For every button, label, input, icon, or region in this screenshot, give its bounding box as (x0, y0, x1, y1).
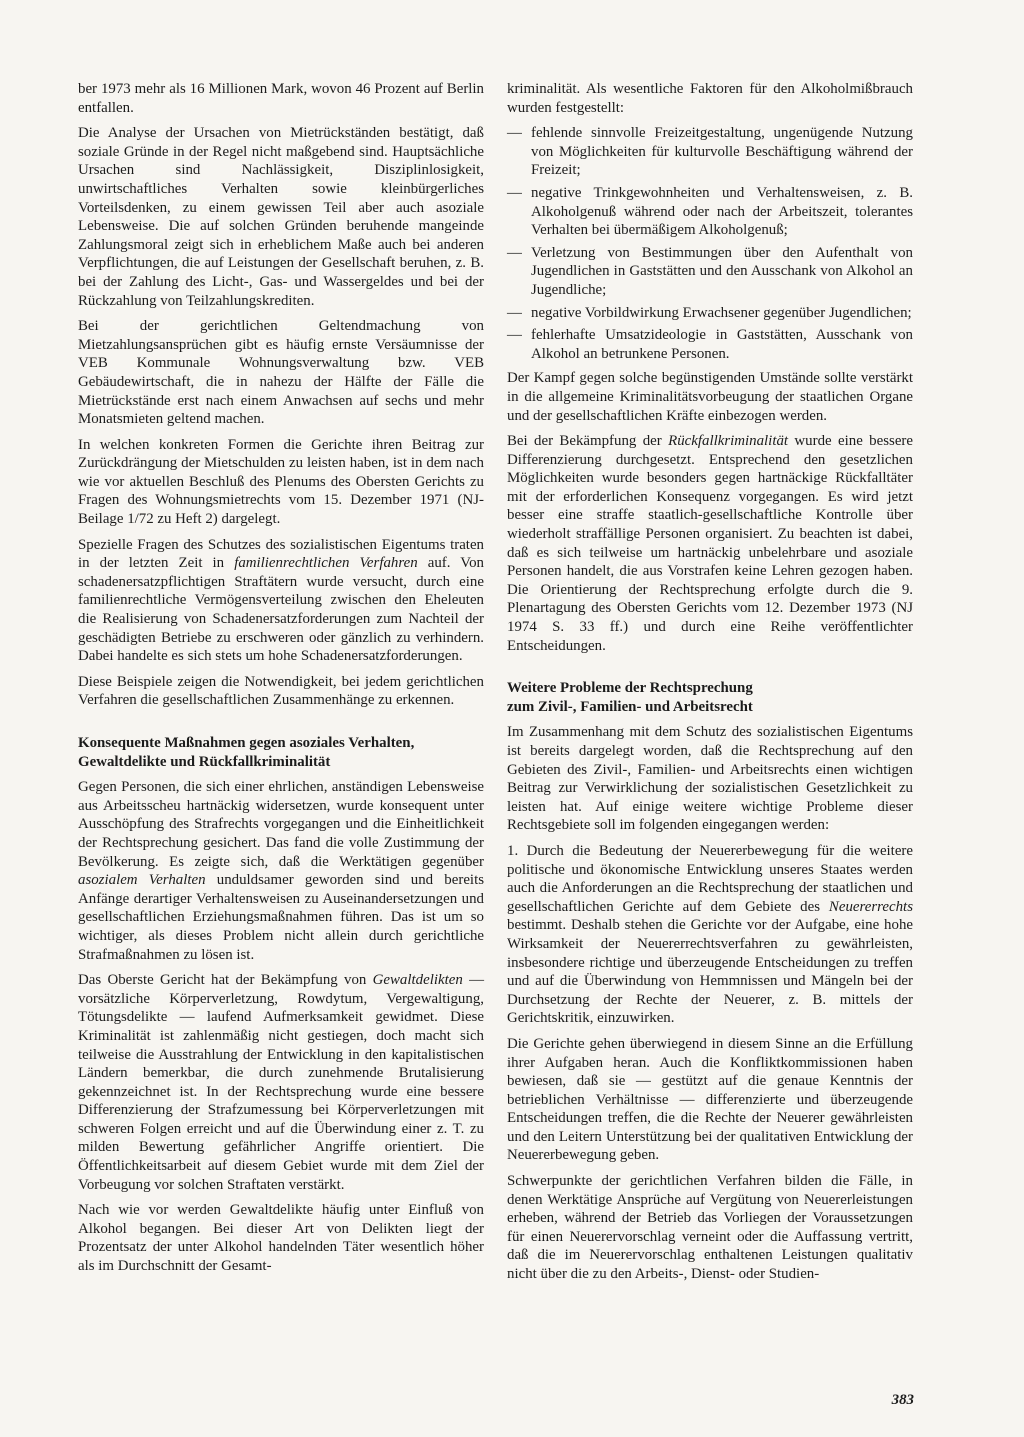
list-item (507, 304, 913, 323)
text-run: unduldsamer geworden sind und bereits Anfänge derartiger Verhaltensweisen zu Auseinandersetzungen und gesellschaftlichen Erziehungsmaßnahmen führen. Das ist um so wichtiger, als dieses Problem nicht allein durch gerichtliche Strafmaßnahmen zu lösen ist. (78, 872, 484, 963)
list-item-text: fehlerhafte Umsatzideologie in Gaststätten, Ausschank von Alkohol an betrunkene Personen. (531, 327, 913, 362)
text-run: Bei der Bekämpfung der (507, 433, 669, 450)
section-heading (507, 679, 913, 716)
emphasis: familienrechtlichen Verfahren (234, 555, 418, 572)
paragraph (78, 536, 484, 666)
paragraph (507, 842, 913, 1028)
page-number: 383 (891, 1392, 914, 1408)
dash-mark: — (507, 184, 522, 201)
text-run: bestimmt. Deshalb stehen die Gerichte vor der Aufgabe, eine hohe Wirksamkeit der Neuererrechtsverfahren zu gewährleisten, insbesondere richtige und überzeugende Entscheidungen zu treffen und auf die Überwindung von Hemmnissen und Mängeln bei der Durchsetzung der Rechte der Neuerer, z. B. mittels der Gerichtskritik, einzuwirken. (507, 917, 913, 1027)
text-run: Spezielle Fragen des Schutzes des sozialistischen Eigentums traten in der letzten Zeit in (78, 536, 484, 572)
paragraph (78, 778, 484, 964)
heading-line: zum Zivil-, Familien- und Arbeitsrecht (507, 698, 753, 715)
emphasis: Rückfallkriminalität (668, 433, 789, 450)
paragraph: Bei der gerichtlichen Geltendmachung von Mietzahlungsansprüchen gibt es häufig ernste Versäumnisse der VEB Kommunale Wohnungsverwaltung bzw. VEB Gebäudewirtschaft, die in nahezu der Hälfte der Fälle die Mietrückstände erst nach einem Anwachsen auf sechs und mehr Monatsmieten geltend machen. (78, 318, 484, 428)
text-run: Das Oberste Gericht hat der Bekämpfung von (78, 972, 373, 989)
paragraph: In welchen konkreten Formen die Gerichte ihren Beitrag zur Zurückdrängung der Mietschulden zu leisten haben, ist in dem nach wie vor aktuellen Beschluß des Plenums des Obersten Gerichts zu Fragen des Wohnungsmietrechts vom 15. Dezember 1971 (NJ-Beilage 1/72 zu Heft 2) dargelegt. (78, 436, 484, 528)
text-run: auf. Von schadenersatzpflichtigen Straftätern wurde versucht, durch eine familienrechtliche Vermögensverteilung zwischen den Eheleuten die Realisierung von Schadenersatzforderungen zum Nachteil der geschädigten Betriebe zu erschweren oder gänzlich zu verhindern. Dabei handelte es sich stets um hohe Schadenersatzforderungen. (78, 555, 484, 665)
paragraph: ber 1973 mehr als 16 Millionen Mark, wovon 46 Prozent auf Berlin entfallen. (78, 81, 484, 116)
heading-line: Konsequente Maßnahmen gegen asoziales Verhalten, (78, 735, 415, 751)
paragraph: Nach wie vor werden Gewaltdelikte häufig unter Einfluß von Alkohol begangen. Bei dieser Art von Delikten liegt der Prozentsatz der unter Alkohol handelnden Täter wesentlich höher als im Durchschnitt der Gesamt- (78, 1202, 484, 1275)
emphasis: Neuererrechts (828, 898, 913, 915)
dash-list (507, 124, 913, 363)
dash-mark: — (507, 304, 522, 321)
list-item (507, 326, 913, 363)
list-item (507, 184, 913, 240)
paragraph: Diese Beispiele zeigen die Notwendigkeit, bei jedem gerichtlichen Verfahren die gesellschaftlichen Zusammenhänge zu erkennen. (78, 673, 484, 709)
list-item-text: negative Vorbildwirkung Erwachsener gegenüber Jugendlichen; (531, 304, 912, 321)
list-item (507, 124, 913, 180)
emphasis: asozialem Verhalten (78, 872, 206, 889)
paragraph: Der Kampf gegen solche begünstigenden Umstände sollte verstärkt in die allgemeine Kriminalitätsvorbeugung der staatlichen Organe und der gesellschaftlichen Kräfte einbezogen werden. (507, 370, 913, 424)
paragraph: Im Zusammenhang mit dem Schutz des sozialistischen Eigentums ist bereits dargelegt worden, daß die Rechtsprechung auf den Gebieten des Zivil-, Familien- und Arbeitsrechts einen wichtigen Beitrag zur Verwirklichung der sozialistischen Gesetzlichkeit zu leisten hat. Auf einige weitere wichtige Probleme dieser Rechtsgebiete soll im folgenden eingegangen werden: (507, 724, 913, 834)
paragraph (507, 432, 913, 655)
heading-line: Gewaltdelikte und Rückfallkriminalität (78, 753, 331, 770)
list-item (507, 244, 913, 300)
dash-mark: — (507, 125, 522, 142)
paragraph: Die Gerichte gehen überwiegend in diesem Sinne an die Erfüllung ihrer Aufgaben heran. Auch die Konfliktkommissionen haben bewiesen, daß sie — gestützt auf die genaue Kenntnis der betrieblichen Verhältnisse — differenzierte und überzeugende Entscheidungen treffen, die die Rechte der Neuerer gewährleisten und den Leitern Unterstützung bei der qualitativen Entwicklung der Neuererbewegung geben. (507, 1035, 913, 1164)
list-item-text: Verletzung von Bestimmungen über den Aufenthalt von Jugendlichen in Gaststätten und den Ausschank von Alkohol an Jugendliche; (531, 244, 913, 298)
section-heading (78, 734, 484, 771)
text-run: Gegen Personen, die sich einer ehrlichen, anständigen Lebensweise aus Arbeitsscheu hartnäckig widersetzen, wurde konsequent unter Ausschöpfung des Strafrechts vorgegangen und die Einheitlichkeit der Rechtsprechung gesichert. Das fand die volle Zustimmung der Bevölkerung. Es zeigte sich, daß die Werktätigen gegenüber (78, 779, 484, 870)
heading-line: Weitere Probleme der Rechtsprechung (507, 680, 753, 697)
left-column (78, 80, 484, 1283)
text-run: 1. Durch die Bedeutung der Neuererbewegung für die weitere politische und ökonomische Entwicklung unseres Staates werden auch die Anforderungen an die Rechtsprechung der staatlichen und gesellschaftlichen Gerichte auf dem Gebiete des (507, 842, 913, 915)
paragraph: kriminalität. Als wesentliche Faktoren für den Alkoholmißbrauch wurden festgestellt: (507, 81, 913, 116)
list-item-text: fehlende sinnvolle Freizeitgestaltung, ungenügende Nutzung von Möglichkeiten für kulturvolle Beschäftigung während der Freizeit; (531, 125, 913, 179)
dash-mark: — (507, 327, 522, 344)
paragraph (78, 971, 484, 1194)
text-run: — vorsätzliche Körperverletzung, Rowdytum, Vergewaltigung, Tötungsdelikte — laufend Aufmerksamkeit gewidmet. Diese Kriminalität ist zahlenmäßig nicht gestiegen, doch macht sich teilweise die Ausstrahlung der Entwicklung in den kapitalistischen Ländern bemerkbar, die durch zunehmende Brutalisierung gekennzeichnet ist. In der Rechtsprechung wurde eine bessere Differenzierung der Strafzumessung bei Körperverletzungen mit schweren Folgen erreicht und auf die Überwindung einer z. T. zu milden Bewertung gefährlicher Angriffe orientiert. Die Öffentlichkeitsarbeit auf diesem Gebiet wurde mit dem Ziel der Vorbeugung vor solchen Straftaten verstärkt. (78, 972, 484, 1193)
paragraph: Schwerpunkte der gerichtlichen Verfahren bilden die Fälle, in denen Werktätige Ansprüche auf Vergütung von Neuererleistungen erheben, während der Betrieb das Vorliegen der Voraussetzungen für einen Neuerervorschlag verneint oder die Auffassung vertritt, daß die im Neuerervorschlag enthaltenen Leistungen qualitativ nicht über die zu den Arbeits-, Dienst- oder Studien- (507, 1173, 913, 1283)
dash-mark: — (507, 244, 522, 261)
paragraph: Die Analyse der Ursachen von Mietrückständen bestätigt, daß soziale Gründe in der Regel nicht maßgebend sind. Hauptsächliche Ursachen sind Nachlässigkeit, Disziplinlosigkeit, unwirtschaftliches Verhalten sowie kleinbürgerliches Vorteilsdenken, zu einem gewissen Teil aber auch asoziale Lebensweise. Die auf solchen Gründen beruhende mangeinde Zahlungsmoral zeigt sich in erheblichem Maße auch bei anderen Verpflichtungen, die auf Leistungen der Gesellschaft beruhen, z. B. bei der Zahlung des Licht-, Gas- und Wassergeldes und bei der Rückzahlung von Teilzahlungskrediten. (78, 125, 484, 309)
right-column (507, 80, 913, 1291)
text-run: wurde eine bessere Differenzierung durchgesetzt. Entsprechend den gesetzlichen Möglichkeiten wurde besonders gegen hartnäckige Rückfalltäter mit der erforderlichen Konsequenz vorgegangen. Es wird jetzt besser eine straffe staatlich-gesellschaftliche Kontrolle über wiederholt straffällige Personen organisiert. Zu beachten ist dabei, daß es sich teilweise um hartnäckig unbelehrbare und asoziale Personen handelt, die aus Vorstrafen keine Lehren gezogen haben. Die Orientierung der Rechtsprechung erfolgte durch die 9. Plenartagung des Obersten Gerichts vom 12. Dezember 1973 (NJ 1974 S. 33 ff.) und durch eine Reihe veröffentlichter Entscheidungen. (507, 433, 913, 654)
list-item-text: negative Trinkgewohnheiten und Verhaltensweisen, z. B. Alkoholgenuß während oder nach der Arbeitszeit, tolerantes Verhalten bei übermäßigem Alkoholgenuß; (531, 184, 913, 239)
emphasis: Gewaltdelikten (372, 972, 463, 989)
